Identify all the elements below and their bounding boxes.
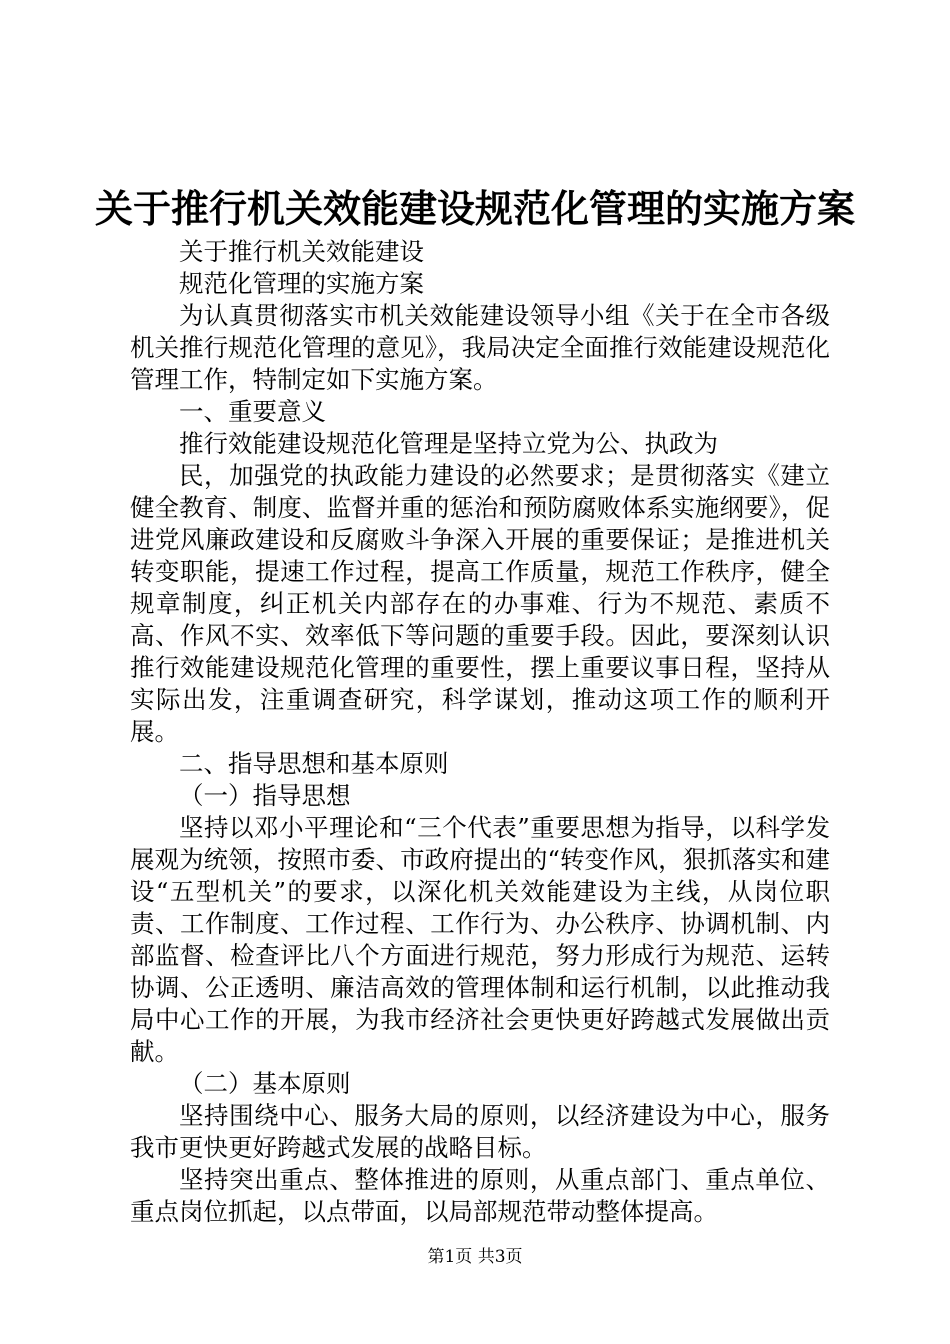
document-title: 关于推行机关效能建设规范化管理的实施方案 — [94, 186, 855, 231]
subtitle-line-2: 规范化管理的实施方案 — [179, 269, 424, 298]
intro-paragraph: 为认真贯彻落实市机关效能建设领导小组《关于在全市各级机关推行规范化管理的意见》，我局决定全面推行效能建设规范化管理工作，特制定如下实施方案。 — [130, 301, 830, 394]
subtitle-line-1: 关于推行机关效能建设 — [179, 237, 424, 266]
document-body — [130, 236, 830, 1228]
subheading-guiding-thought: （一）指导思想 — [179, 781, 351, 810]
principle-paragraph-1: 坚持围绕中心、服务大局的原则，以经济建设为中心，服务我市更快更好跨越式发展的战略目标。 — [130, 1101, 830, 1162]
significance-paragraph-line: 推行效能建设规范化管理是坚持立党为公、执政为 — [179, 429, 718, 458]
section-heading-significance: 一、重要意义 — [179, 397, 326, 426]
page-number-footer: 第1页 共3页 — [427, 1247, 523, 1267]
section-heading-guiding-principles: 二、指导思想和基本原则 — [179, 749, 449, 778]
significance-paragraph: 民，加强党的执政能力建设的必然要求；是贯彻落实《建立健全教育、制度、监督并重的惩治和预防腐败体系实施纲要》，促进党风廉政建设和反腐败斗争深入开展的重要保证；是推进机关转变职能，提速工作过程，提高工作质量，规范工作秩序，健全规章制度，纠正机关内部存在的办事难、行为不规范、素质不高、作风不实、效率低下等问题的重要手段。因此，要深刻认识推行效能建设规范化管理的重要性，摆上重要议事日程，坚持从实际出发，注重调查研究，科学谋划，推动这项工作的顺利开展。 — [130, 461, 830, 746]
guiding-thought-paragraph: 坚持以邓小平理论和“三个代表”重要思想为指导，以科学发展观为统领，按照市委、市政府提出的“转变作风，狠抓落实和建设“五型机关”的要求，以深化机关效能建设为主线，从岗位职责、工作制度、工作过程、工作行为、办公秩序、协调机制、内部监督、检查评比八个方面进行规范，努力形成行为规范、运转协调、公正透明、廉洁高效的管理体制和运行机制，以此推动我局中心工作的开展，为我市经济社会更快更好跨越式发展做出贡献。 — [130, 813, 830, 1066]
principle-paragraph-2: 坚持突出重点、整体推进的原则，从重点部门、重点单位、重点岗位抓起，以点带面，以局部规范带动整体提高。 — [130, 1165, 830, 1226]
subheading-basic-principles: （二）基本原则 — [179, 1069, 351, 1098]
